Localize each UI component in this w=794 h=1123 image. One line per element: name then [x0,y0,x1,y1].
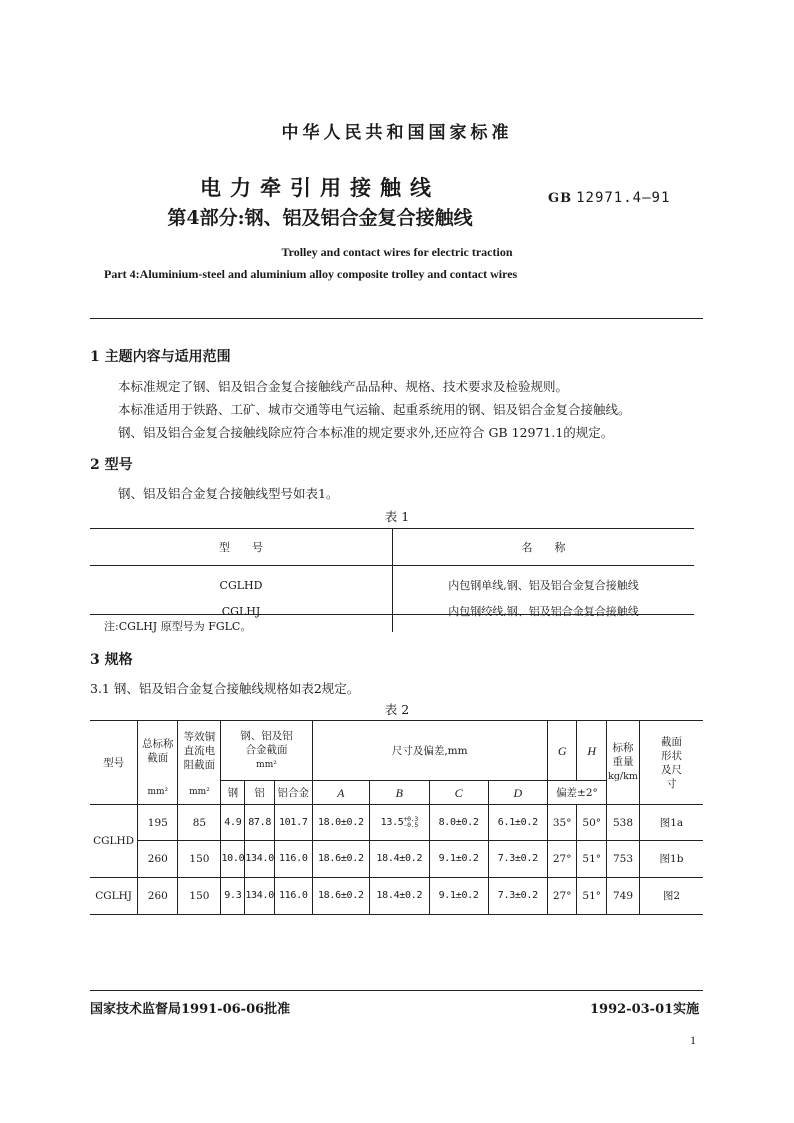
implementation-date: 1992-03-01实施 [590,1002,700,1017]
section-1-para-3: 钢、铝及铝合金复合接触线除应符合本标准的规定要求外,还应符合 GB 12971.1的规定。 [118,425,614,440]
table-cell: 87.8 [245,805,275,841]
table-cell: 4.9 [221,805,245,841]
table-1-caption: 表 1 [384,509,410,524]
table-cell: 27° [547,878,577,915]
table-cell: 8.0±0.2 [429,805,488,841]
table-2-header-row-1 [90,721,703,781]
table-cell: 116.0 [274,841,312,878]
table-2-model-cglhd: CGLHD [90,805,138,878]
table-2-header-model: 型号 [90,721,138,805]
footer-rule [90,990,703,991]
table-cell: 18.6±0.2 [312,841,370,878]
section-1-para-1: 本标准规定了钢、铝及铝合金复合接触线产品品种、规格、技术要求及检验规则。 [118,379,569,394]
section-1-para-2: 本标准适用于铁路、工矿、城市交通等电气运输、起重系统用的钢、铝及铝合金复合接触线。 [118,402,631,417]
table-1-bottom-rule [90,614,694,615]
table-cell: 18.4±0.2 [370,841,429,878]
table-cell: 101.7 [274,805,312,841]
table-cell: 753 [606,841,639,878]
table-2-header-al: 铝 [245,781,275,805]
english-subtitle: Part 4:Aluminium-steel and aluminium alloy composite trolley and contact wires [104,267,518,281]
table-2-header-section-label: 钢、铝及铝合金截面 [240,730,293,756]
table-cell-B-deviation [404,816,418,828]
table-cell: 116.0 [274,878,312,915]
table-2-header-equiv-unit: mm² [178,781,221,805]
section-3-heading: 3 规格 [90,652,133,668]
table-cell: 150 [178,878,221,915]
table-cell: 18.6±0.2 [312,878,370,915]
table-1-header-name: 名 称 [393,529,695,566]
table-cell: 图1a [639,805,703,841]
table-2-header-C: C [429,781,488,805]
table-cell: 图1b [639,841,703,878]
table-cell: 18.4±0.2 [370,878,429,915]
table-2-header-angle-tolerance: 偏差±2° [547,781,606,805]
table-cell: 150 [178,841,221,878]
table-row [90,566,694,599]
table-cell: 27° [547,841,577,878]
table-cell: 50° [577,805,607,841]
table-2-header-equiv-section: 等效铜直流电阻截面 [178,721,221,781]
table-2-header-section-unit: mm² [256,760,277,770]
table-1-cell-model: CGLHJ [90,598,393,632]
document-subtitle: 第4部分:钢、铝及铝合金复合接触线 [167,207,473,229]
table-cell: 51° [577,841,607,878]
table-cell: 538 [606,805,639,841]
table-2-header-H: H [577,721,607,781]
table-2-header-dims: 尺寸及偏差,mm [312,721,547,781]
table-2 [90,720,703,915]
table-2-header-steel: 钢 [221,781,245,805]
table-cell-B-value: 13.5 [380,816,404,828]
table-cell: 749 [606,878,639,915]
section-1-heading: 1 主题内容与适用范围 [90,349,231,365]
table-cell: 7.3±0.2 [488,878,547,915]
table-2-model-cglhj: CGLHJ [90,878,138,915]
standard-number [548,190,670,206]
table-2-header-total-unit: mm² [138,781,178,805]
table-cell: 195 [138,805,178,841]
table-1-cell-model: CGLHD [90,566,393,599]
table-cell: 6.1±0.2 [488,805,547,841]
table-row [90,805,703,841]
table-1-note: 注:CGLHJ 原型号为 FGLC。 [104,620,252,633]
section-2-para-1: 钢、铝及铝合金复合接触线型号如表1。 [118,486,339,501]
table-1 [90,529,694,632]
standard-prefix: GB [548,191,573,206]
table-1-header-model: 型 号 [90,529,393,566]
table-2-header-weight [606,721,639,805]
header-rule [90,318,703,319]
table-2-header-weight-unit: kg/km [608,771,638,782]
table-cell: 18.0±0.2 [312,805,370,841]
table-2-header-A: A [312,781,370,805]
standard-code: 12971.4—91 [576,190,671,206]
table-1-cell-name: 内包钢绞线,钢、铝及铝合金复合接触线 [448,605,639,618]
table-2-header-alloy: 铝合金 [274,781,312,805]
table-cell: 134.0 [245,841,275,878]
table-cell: 9.3 [221,878,245,915]
table-cell: 134.0 [245,878,275,915]
table-cell: 图2 [639,878,703,915]
table-cell: 85 [178,805,221,841]
table-1-cell-name: 内包钢单线,钢、铝及铝合金复合接触线 [448,579,639,592]
table-2-header-D: D [488,781,547,805]
table-cell: 9.1±0.2 [429,841,488,878]
table-2-header-shape: 截面形状及尺寸 [639,721,703,805]
page-number: 1 [690,1033,696,1047]
table-2-caption: 表 2 [384,702,410,717]
table-2-header-G: G [547,721,577,781]
section-3-1-text: 3.1 钢、铝及铝合金复合接触线规格如表2规定。 [90,681,360,696]
table-cell: 10.0 [221,841,245,878]
approval-date: 国家技术监督局1991-06-06批准 [90,1002,291,1017]
english-title: Trolley and contact wires for electric traction [281,245,513,259]
table-cell: 35° [547,805,577,841]
national-standard-heading: 中华人民共和国国家标准 [281,123,513,143]
table-1-header-row [90,529,694,566]
table-row [90,878,703,915]
table-cell-B-upper: +0.3 [403,814,418,823]
table-cell-B-tolerance [370,805,429,841]
table-2-header-weight-label: 标称重量 [612,742,634,768]
table-2-header-section [221,721,312,781]
table-2-header-total-section: 总标称截面 [138,721,178,781]
table-cell: 51° [577,878,607,915]
table-cell-B-lower: -0.5 [403,820,418,829]
table-cell: 9.1±0.2 [429,878,488,915]
document-title: 电力牵引用接触线 [200,175,440,200]
table-cell: 7.3±0.2 [488,841,547,878]
section-2-heading: 2 型号 [90,457,133,473]
table-cell: 260 [138,878,178,915]
table-2-header-B: B [370,781,429,805]
table-cell: 260 [138,841,178,878]
table-row [90,841,703,878]
